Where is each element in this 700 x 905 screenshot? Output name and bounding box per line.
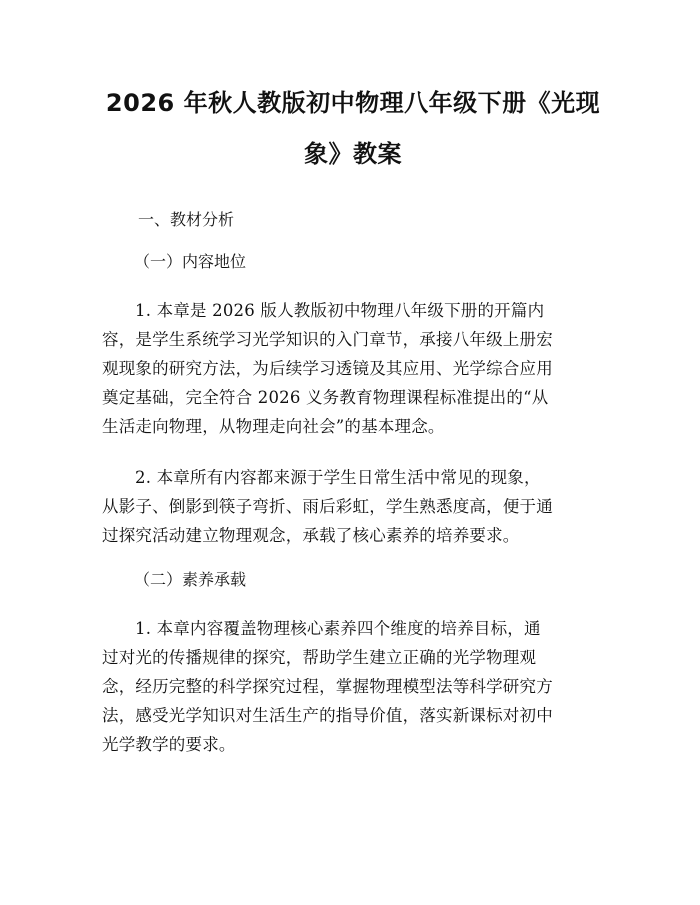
title-line-1: 2026 年秋人教版初中物理八年级下册《光现 (105, 89, 601, 117)
subsection-heading-literacy: （二）素养承载 (134, 570, 247, 589)
text-line: 从影子、倒影到筷子弯折、雨后彩虹，学生熟悉度高，便于通 (102, 497, 553, 516)
text-line: 法，感受光学知识对生活生产的指导价值，落实新课标对初中 (102, 706, 553, 725)
text-line: 光学教学的要求。 (102, 735, 236, 754)
title-line-2: 象》教案 (304, 140, 402, 168)
text-line: 观现象的研究方法，为后续学习透镜及其应用、光学综合应用 (102, 359, 553, 378)
subsection-heading-content-position: （一）内容地位 (134, 252, 247, 271)
paragraph-content-position-2 (102, 463, 604, 550)
paragraph-literacy-1 (102, 614, 604, 759)
text-line: 过探究活动建立物理观念，承载了核心素养的培养要求。 (102, 526, 520, 545)
text-line: 1. 本章内容覆盖物理核心素养四个维度的培养目标，通 (135, 619, 541, 638)
text-line: 生活走向物理，从物理走向社会”的基本理念。 (102, 417, 445, 436)
text-line: 2. 本章所有内容都来源于学生日常生活中常见的现象， (135, 468, 541, 487)
document-title (102, 78, 604, 180)
text-line: 容，是学生系统学习光学知识的入门章节，承接八年级上册宏 (102, 330, 553, 349)
text-line: 念，经历完整的科学探究过程，掌握物理模型法等科学研究方 (102, 677, 553, 696)
text-line: 1. 本章是 2026 版人教版初中物理八年级下册的开篇内 (135, 301, 545, 320)
text-line: 过对光的传播规律的探究，帮助学生建立正确的光学物理观 (102, 648, 537, 667)
paragraph-content-position-1 (102, 296, 604, 441)
text-line: 奠定基础，完全符合 2026 义务教育物理课程标准提出的“从 (102, 388, 549, 407)
section-heading-textbook-analysis: 一、教材分析 (138, 210, 235, 229)
